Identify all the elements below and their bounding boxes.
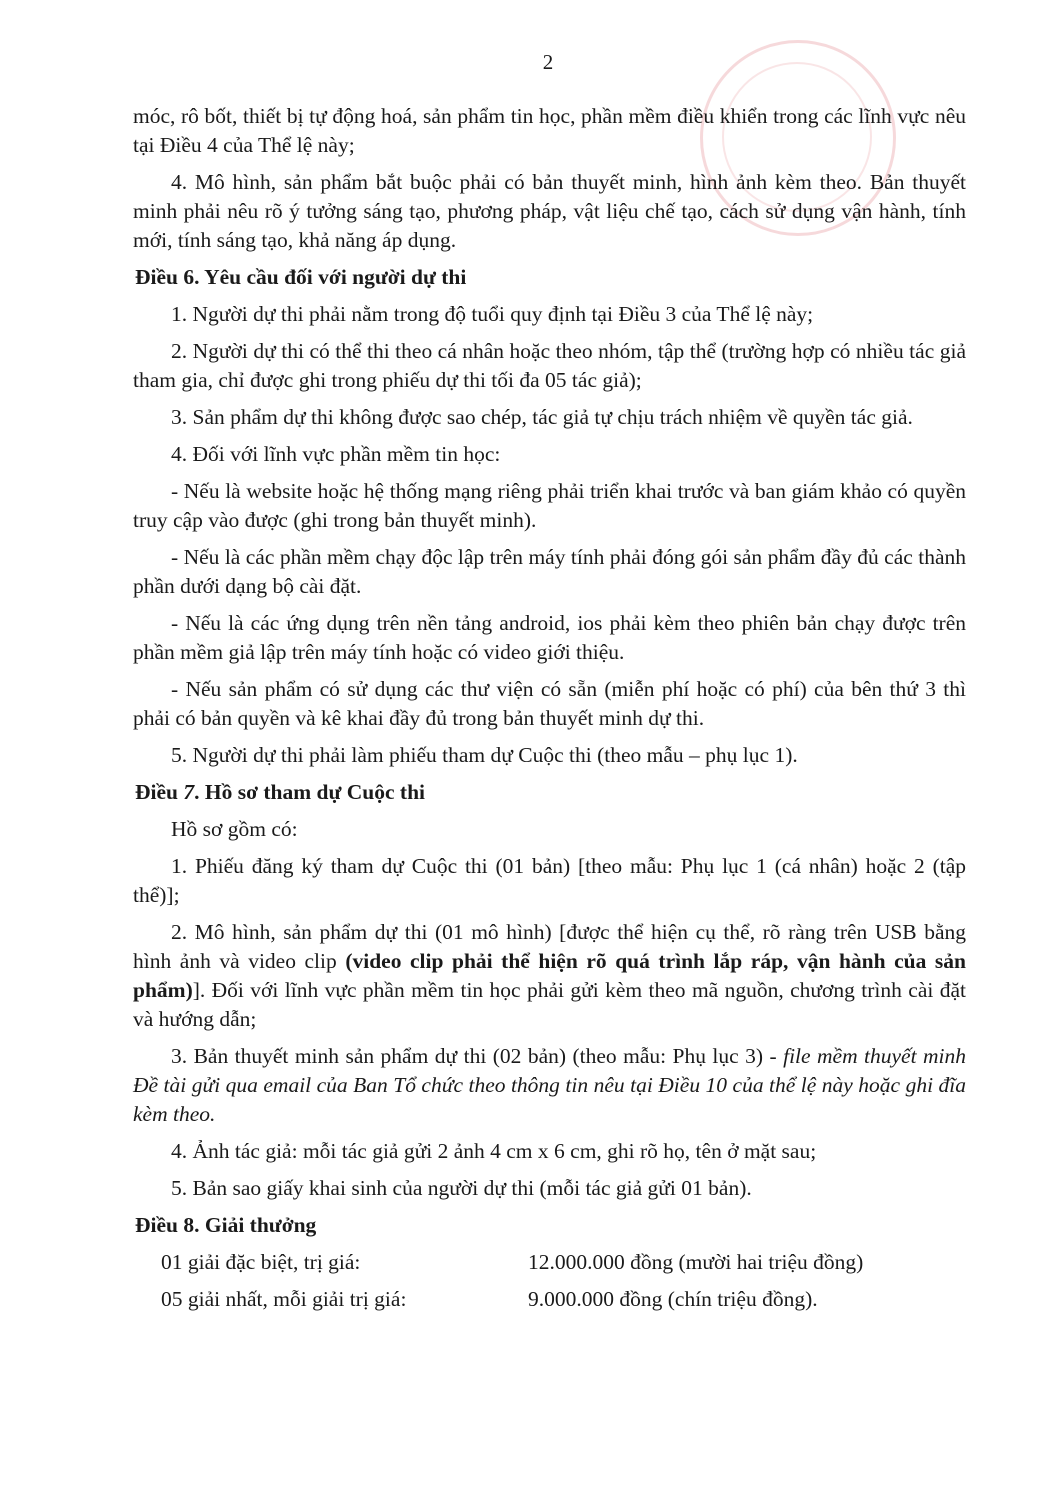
emphasized-text: (video clip phải thể hiện rõ quá trình lắp ráp, vận hành của sản phẩm) xyxy=(133,949,966,1002)
prize-value: 9.000.000 đồng (chín triệu đồng). xyxy=(528,1287,818,1311)
paragraph: - Nếu là website hoặc hệ thống mạng riêng phải triển khai trước và ban giám khảo có quyền truy cập vào được (ghi trong bản thuyết minh). xyxy=(133,479,966,532)
page-number: 2 xyxy=(542,50,554,74)
heading-part: . Hồ sơ tham dự Cuộc thi xyxy=(194,780,425,804)
heading-part: Điều xyxy=(135,780,184,804)
paragraph: móc, rô bốt, thiết bị tự động hoá, sản phẩm tin học, phần mềm điều khiển trong các lĩnh vực nêu tại Điều 4 của Thể lệ này; xyxy=(133,104,966,157)
document-body xyxy=(133,102,966,1322)
prize-value: 12.000.000 đồng (mười hai triệu đồng) xyxy=(528,1250,864,1274)
emphasized-text: file mềm thuyết minh Đề tài gửi qua email của Ban Tổ chức theo thông tin nêu tại Điều 10 của thể lệ này hoặc ghi đĩa kèm theo. xyxy=(133,1044,967,1126)
paragraph: Hồ sơ gồm có: xyxy=(171,817,298,841)
article-heading xyxy=(135,778,966,807)
paragraph: 5. Bản sao giấy khai sinh của người dự thi (mỗi tác giả gửi 01 bản). xyxy=(171,1176,752,1200)
prize-label: 05 giải nhất, mỗi giải trị giá: xyxy=(161,1287,407,1311)
paragraph-text: ]. Đối với lĩnh vực phần mềm tin học phải gửi kèm theo mã nguồn, chương trình cài đặt và hướng dẫn; xyxy=(133,978,966,1031)
paragraph xyxy=(133,1042,966,1129)
paragraph xyxy=(133,918,966,1034)
article-heading: Điều 8. Giải thưởng xyxy=(135,1213,317,1237)
paragraph: 4. Đối với lĩnh vực phần mềm tin học: xyxy=(171,442,501,466)
heading-part: 7 xyxy=(183,780,195,804)
paragraph: 1. Phiếu đăng ký tham dự Cuộc thi (01 bản) [theo mẫu: Phụ lục 1 (cá nhân) hoặc 2 (tập thể)]; xyxy=(133,854,966,907)
paragraph: - Nếu sản phẩm có sử dụng các thư viện có sẵn (miễn phí hoặc có phí) của bên thứ 3 thì phải có bản quyền và kê khai đầy đủ trong bản thuyết minh dự thi. xyxy=(133,677,966,730)
prize-row xyxy=(133,1285,966,1314)
paragraph: - Nếu là các phần mềm chạy độc lập trên máy tính phải đóng gói sản phẩm đầy đủ các thành phần dưới dạng bộ cài đặt. xyxy=(133,545,966,598)
paragraph: 4. Ảnh tác giả: mỗi tác giả gửi 2 ảnh 4 cm x 6 cm, ghi rõ họ, tên ở mặt sau; xyxy=(171,1139,817,1163)
paragraph-text: 3. Bản thuyết minh sản phẩm dự thi (02 bản) (theo mẫu: Phụ lục 3) - xyxy=(171,1044,784,1068)
prize-list xyxy=(133,1248,966,1314)
paragraph: 3. Sản phẩm dự thi không được sao chép, tác giả tự chịu trách nhiệm về quyền tác giả. xyxy=(171,405,913,429)
paragraph: 5. Người dự thi phải làm phiếu tham dự Cuộc thi (theo mẫu – phụ lục 1). xyxy=(171,743,798,767)
paragraph: - Nếu là các ứng dụng trên nền tảng android, ios phải kèm theo phiên bản chạy được trên phần mềm giả lập trên máy tính hoặc có video giới thiệu. xyxy=(133,611,966,664)
paragraph: 1. Người dự thi phải nằm trong độ tuổi quy định tại Điều 3 của Thể lệ này; xyxy=(171,302,814,326)
document-blocks xyxy=(133,102,966,1240)
prize-label: 01 giải đặc biệt, trị giá: xyxy=(161,1250,361,1274)
paragraph: 2. Người dự thi có thể thi theo cá nhân hoặc theo nhóm, tập thể (trường hợp có nhiều tác giả tham gia, chỉ được ghi trong phiếu dự thi tối đa 05 tác giả); xyxy=(133,339,966,392)
paragraph-text: 2. Mô hình, sản phẩm dự thi (01 mô hình) [được thể hiện cụ thể, rõ ràng trên USB bằng hình ảnh và video clip xyxy=(133,920,966,973)
paragraph: 4. Mô hình, sản phẩm bắt buộc phải có bản thuyết minh, hình ảnh kèm theo. Bản thuyết minh phải nêu rõ ý tưởng sáng tạo, phương pháp, vật liệu chế tạo, cách sử dụng vận hành, tính mới, tính sáng tạo, khả năng áp dụng. xyxy=(133,170,966,252)
article-heading: Điều 6. Yêu cầu đối với người dự thi xyxy=(135,265,467,289)
prize-row xyxy=(133,1248,966,1277)
